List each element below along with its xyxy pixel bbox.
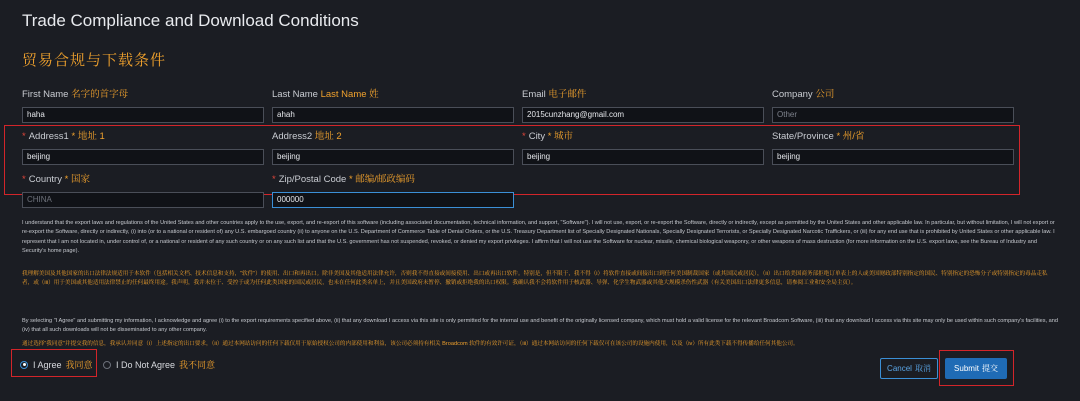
submit-button[interactable]: Submit 提交 [945,358,1007,379]
address2-label: Address2 地址 2 [272,131,342,142]
state-field [772,131,1014,165]
country-field [22,174,264,208]
export-terms-cn: 我理解美国及其他国家的出口法律法规适用于本软件（包括相关文档、技术信息和支持，“软件”）的使用、出口和再出口。除非美国及其他适用法律允许，否则我不得直接或间接使用、出口或再出口软件。特别是，但不限于，我不得（i）将软件直接或间接出口到任何美国制裁国家（或其国民或居民），（ii）出口给美国商务部拒绝订单表上的人或美国财政部特别指定的国民、特别指定的恐怖分子或特别指定的毒品走私者，或（iii）用于美国或其他适用法律禁止的任何最终用途。我声明，我并未位于、受控于或为任何此类国家的国民或居民，也未在任何此类名单上，并且美国政府未暂停、撤销或拒绝我的出口权限。我确认我不会将软件用于核武器、导弹、化学生物武器或其他大规模杀伤性武器（有关美国出口法律更多信息，请参阅工业和安全局主页）。 [22,271,1048,287]
city-field [522,131,764,165]
state-input[interactable]: beijing [772,149,1014,165]
zip-label: * Zip/Postal Code * 邮编/邮政编码 [272,174,415,185]
address1-label: * Address1 * 地址 1 [22,131,105,142]
address2-input[interactable]: beijing [272,149,514,165]
company-field [772,89,1014,123]
country-input[interactable]: CHINA [22,192,264,208]
first-name-label: First Name 名字的首字母 [22,89,129,100]
agree-terms-cn: 通过选择“我同意”并提交我的信息，我承认并同意（i）上述指定的出口要求，（ii）通过本网站访问的任何下载仅用于原始授权公司的内部使用和利益，该公司必须持有相关 Broadcom 软件的有效许可证，（iii）通过本网站访问的任何下载仅可在该公司的设施内使用，以及（iv）所有此类下载不得传播给任何其他公司。 [22,341,799,347]
city-label: * City * 城市 [522,131,574,142]
agree-terms-en: By selecting "I Agree" and submitting my information, I acknowledge and agree (i) to the export requirements specified above, (ii) that any download I access via this site is only permitted for the internal use and benefit of the originally licensed company, which must hold a valid license for the relevant Broadcom Software, (iii) that any download I access via this site may only be used within such company's facilities, and (iv) that all such downloads will not be disseminated to any other company. [22,318,1058,334]
state-label: State/Province * 州/省 [772,131,865,142]
first-name-field [22,89,264,123]
last-name-field [272,89,514,123]
agree-option[interactable] [20,358,93,371]
agree-radio[interactable] [20,361,28,369]
country-label: * Country * 国家 [22,174,90,185]
zip-field [272,174,514,208]
email-field [522,89,764,123]
address2-field [272,131,514,165]
disagree-label: I Do Not Agree 我不同意 [116,360,216,370]
company-input[interactable]: Other [772,107,1014,123]
disagree-option[interactable] [103,358,215,371]
cancel-button[interactable]: Cancel 取消 [880,358,938,379]
page-title: Trade Compliance and Download Conditions [22,11,359,30]
email-input[interactable]: 2015cunzhang@gmail.com [522,107,764,123]
disagree-radio[interactable] [103,361,111,369]
address1-input[interactable]: beijing [22,149,264,165]
company-label: Company 公司 [772,89,835,100]
last-name-input[interactable]: ahah [272,107,514,123]
city-input[interactable]: beijing [522,149,764,165]
export-terms-en: I understand that the export laws and regulations of the United States and other countries apply to the use, export, and re-export of this software (including associated documentation, technical information, and support, "Software"). I will not use, export, or re-export the Software, directly or indirectly, except as permitted by the United States and other applicable law. In particular, but without limitation, I will not export or re-export the Software, directly or indirectly, (i) into (or to a national or resident of) any U.S. embargoed country (ii) to anyone on the U.S. Department of Commerce Table of Denial Orders, or the U.S. Treasury Department list of Specially Designated Nationals, Specially Designated Terrorists, or Specially Designated Narcotic Traffickers, or (iii) for any end use that is prohibited by United States or other applicable law. I represent that I am not located in, under control of, or a national or resident of any such country or on any such list and that the U.S. government has not suspended, revoked, or denied my export privileges. I affirm that I will not use the Software for nuclear, missile, chemical biological weaponry, or other weapons of mass destruction (for more information on the U.S. export laws, see the Bureau of Industry and Security's home page). [22,220,1055,255]
last-name-label: Last Name Last Name 姓 [272,89,379,100]
page-subtitle: 贸易合规与下载条件 [22,52,167,69]
first-name-input[interactable]: haha [22,107,264,123]
address1-field [22,131,264,165]
email-label: Email 电子邮件 [522,89,587,100]
zip-input[interactable]: 000000 [272,192,514,208]
agree-label: I Agree 我同意 [33,360,93,370]
